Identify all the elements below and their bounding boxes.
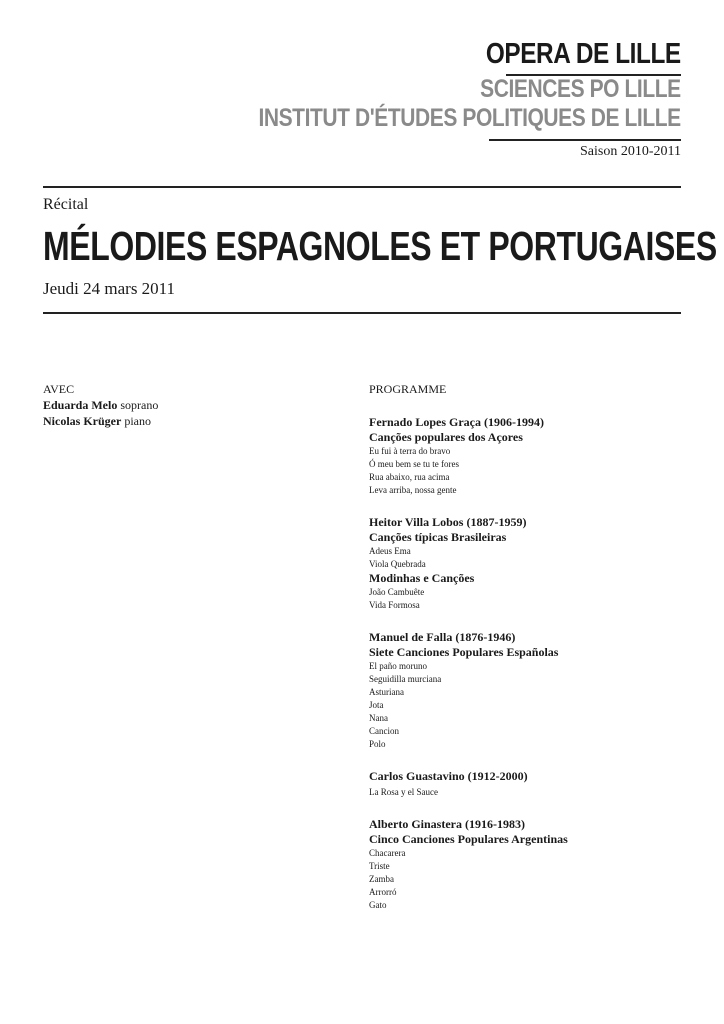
- season-label: Saison 2010-2011: [580, 144, 681, 159]
- composer-name: Manuel de Falla (1876-1946): [369, 630, 516, 644]
- piece-title: Cancion: [369, 726, 399, 736]
- piece-title: Adeus Ema: [369, 546, 411, 556]
- piece-title: El paño moruno: [369, 661, 427, 671]
- performer-name: Eduarda Melo: [43, 398, 118, 412]
- composer-name: Alberto Ginastera (1916-1983): [369, 817, 525, 831]
- performer-line: [43, 397, 158, 413]
- performer-role: piano: [124, 414, 151, 428]
- work-title: Cinco Canciones Populares Argentinas: [369, 832, 568, 846]
- org-sciences-po-lille: SCIENCES PO LILLE: [480, 75, 681, 103]
- piece-title: Leva arriba, nossa gente: [369, 485, 457, 495]
- work-title: Modinhas e Canções: [369, 571, 475, 585]
- programme-group: [369, 817, 689, 912]
- event-kind: Récital: [43, 196, 89, 213]
- piece-title: Chacarera: [369, 848, 406, 858]
- performers-section: [43, 381, 158, 429]
- piece-title: Vida Formosa: [369, 600, 420, 610]
- performer-role: soprano: [120, 398, 159, 412]
- piece-title: Polo: [369, 739, 386, 749]
- header-organizations: [178, 40, 681, 131]
- piece-title: Gato: [369, 900, 387, 910]
- composer-name: Heitor Villa Lobos (1887-1959): [369, 515, 527, 529]
- piece-title: Rua abaixo, rua acima: [369, 472, 450, 482]
- programme-group: [369, 515, 689, 612]
- composer-name: Carlos Guastavino (1912-2000): [369, 769, 528, 783]
- header-divider-1: [506, 74, 681, 76]
- title-divider-bottom: [43, 312, 681, 314]
- piece-title: Ó meu bem se tu te fores: [369, 459, 459, 469]
- work-title: Siete Canciones Populares Españolas: [369, 645, 559, 659]
- programme-group: [369, 415, 689, 497]
- performers-heading: AVEC: [43, 382, 75, 396]
- programme-group: [369, 769, 689, 799]
- piece-title: Triste: [369, 861, 390, 871]
- org-institut-etudes-politiques: INSTITUT D'ÉTUDES POLITIQUES DE LILLE: [258, 104, 681, 132]
- piece-title: Asturiana: [369, 687, 404, 697]
- piece-title: Arrorró: [369, 887, 397, 897]
- piece-title: Eu fui à terra do bravo: [369, 446, 451, 456]
- piece-title: Nana: [369, 713, 388, 723]
- piece-title: Viola Quebrada: [369, 559, 426, 569]
- programme-section: [369, 381, 689, 930]
- performer-line: [43, 413, 158, 429]
- piece-title: Zamba: [369, 874, 394, 884]
- programme-heading: PROGRAMME: [369, 382, 447, 396]
- programme-group: [369, 630, 689, 751]
- performer-name: Nicolas Krüger: [43, 414, 122, 428]
- piece-title: João Cambuête: [369, 587, 425, 597]
- piece-title: La Rosa y el Sauce: [369, 787, 438, 797]
- org-opera-de-lille: OPERA DE LILLE: [486, 38, 681, 70]
- header-divider-2: [489, 139, 681, 141]
- work-title: Canções típicas Brasileiras: [369, 530, 507, 544]
- piece-title: Seguidilla murciana: [369, 674, 442, 684]
- event-date: Jeudi 24 mars 2011: [43, 279, 176, 298]
- composer-name: Fernado Lopes Graça (1906-1994): [369, 415, 544, 429]
- work-title: Canções populares dos Açores: [369, 430, 523, 444]
- title-divider-top: [43, 186, 681, 188]
- piece-title: Jota: [369, 700, 384, 710]
- event-title: MÉLODIES ESPAGNOLES ET PORTUGAISES: [43, 223, 717, 269]
